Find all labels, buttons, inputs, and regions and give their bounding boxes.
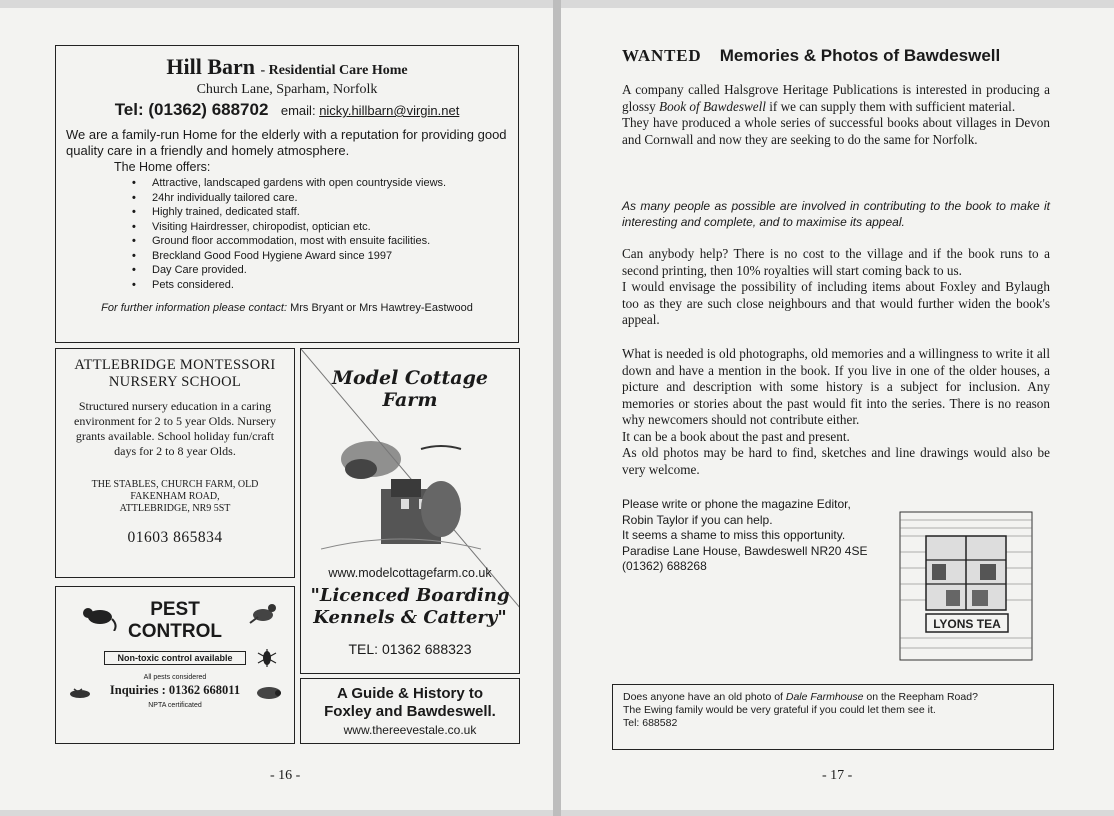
- pest-title-line1: PEST: [150, 599, 200, 620]
- list-item: • Pets considered.: [152, 278, 508, 293]
- page-title: [622, 46, 1000, 66]
- pest-inquiries: Inquiries : 01362 668011: [109, 683, 241, 697]
- hill-barn-advert: [55, 45, 519, 343]
- address-line: THE STABLES, CHURCH FARM, OLD: [91, 479, 259, 490]
- guide-title-line2: Foxley and Bawdeswell.: [324, 703, 496, 720]
- farm-tagline-line1: "Licenced Boarding: [310, 585, 510, 606]
- farmhouse-line3: Tel: 688582: [623, 717, 678, 729]
- paragraph: It can be a book about the past and present.: [622, 428, 850, 444]
- montessori-body: Structured nursery education in a caring environment for 2 to 5 year Olds. Nursery grants available. School holiday fun/craft days for 2 to 8 year Olds.: [74, 399, 276, 458]
- address-line: ATTLEBRIDGE, NR9 5ST: [119, 503, 231, 514]
- farm-tagline-line2: Kennels & Cattery": [313, 607, 507, 628]
- heading-title: Memories & Photos of Bawdeswell: [719, 46, 1001, 65]
- hill-barn-offers-heading: The Home offers:: [114, 160, 211, 174]
- editor-contact: [622, 497, 867, 575]
- guide-website[interactable]: www.thereevestale.co.uk: [343, 723, 477, 737]
- montessori-title-line1: ATTLEBRIDGE MONTESSORI: [74, 357, 276, 373]
- paragraph: As old photos may be hard to find, sketches and line drawings would also be very welcome.: [622, 445, 1050, 477]
- farm-tel: TEL: 01362 688323: [348, 641, 472, 657]
- hill-barn-subtitle: - Residential Care Home: [260, 63, 408, 78]
- farmhouse-line2: The Ewing family would be very grateful if you could let them see it.: [623, 704, 936, 716]
- farmhouse-line1: [623, 691, 1043, 704]
- text-span: A company called Halsgrove Heritage Publications is interested in producing a glossy: [622, 82, 1050, 114]
- book-title: Book of Bawdeswell: [659, 98, 766, 114]
- address-line: FAKENHAM ROAD,: [130, 491, 220, 502]
- contact-line: Paradise Lane House, Bawdeswell NR20 4SE: [622, 543, 868, 558]
- mole-icon: [254, 683, 284, 701]
- article-intro: [622, 82, 1050, 148]
- farm-name: Model Cottage Farm: [332, 367, 488, 411]
- article-italic-note: As many people as possible are involved in contributing to the book to make it interesting and complete, and to maximise its appeal.: [622, 199, 1050, 229]
- text-span: Does anyone have an old photo of: [623, 691, 786, 703]
- paragraph: Can anybody help? There is no cost to the village and if the book runs to a second printing, then 10% royalties will start coming back to us.: [622, 246, 1050, 278]
- article-help: [622, 246, 1050, 329]
- wasp-icon: [66, 685, 94, 701]
- guide-advert: [300, 678, 520, 744]
- shop-front-sketch: [896, 508, 1036, 664]
- pest-npta: NPTA certificated: [148, 702, 202, 709]
- paragraph: [622, 82, 1050, 115]
- hill-barn-contact-names: Mrs Bryant or Mrs Hawtrey-Eastwood: [290, 302, 473, 314]
- page-number-right: - 17 -: [822, 768, 853, 783]
- insect-icon: [256, 647, 278, 669]
- hill-barn-tel: Tel: (01362) 688702: [114, 100, 269, 119]
- hill-barn-email-label: email:: [280, 103, 316, 118]
- article-needs: [622, 346, 1050, 478]
- text-span: if we can supply them with sufficient material.: [765, 98, 1016, 114]
- hill-barn-contact-label: For further information please contact:: [101, 302, 288, 314]
- paragraph: I would envisage the possibility of including items about Foxley and Bylaugh too as they are such close neighbours and that would further widen the book's appeal.: [622, 279, 1050, 327]
- montessori-phone: 01603 865834: [127, 529, 223, 546]
- hill-barn-offers-list: [152, 176, 508, 292]
- contact-line: (01362) 688268: [622, 559, 707, 573]
- montessori-title-line2: NURSERY SCHOOL: [108, 374, 242, 390]
- list-item: • Ground floor accommodation, most with ensuite facilities.: [152, 234, 508, 249]
- guide-title-line1: A Guide & History to: [336, 685, 484, 702]
- contact-line: It seems a shame to miss this opportunity.: [622, 528, 846, 542]
- montessori-address: [66, 479, 284, 515]
- farmhouse-notice: [612, 684, 1054, 750]
- text-span: on the Reepham Road?: [863, 691, 978, 703]
- list-item: • 24hr individually tailored care.: [152, 191, 508, 206]
- book-spine: [553, 0, 561, 816]
- hill-barn-address: Church Lane, Sparham, Norfolk: [196, 82, 378, 97]
- contact-line: Robin Taylor if you can help.: [622, 512, 773, 527]
- rat-icon: [78, 601, 118, 631]
- heading-wanted: WANTED: [622, 46, 702, 65]
- list-item: • Visiting Hairdresser, chiropodist, optician etc.: [152, 220, 508, 235]
- farm-advert: [300, 348, 520, 674]
- list-item: • Breckland Good Food Hygiene Award since 1997: [152, 249, 508, 264]
- paragraph: They have produced a whole series of successful books about villages in Devon and Cornwall and now they are seeking to do the same for Norfolk.: [622, 115, 1050, 147]
- list-item: • Attractive, landscaped gardens with open countryside views.: [152, 176, 508, 191]
- hill-barn-email-link[interactable]: nicky.hillbarn@virgin.net: [319, 103, 460, 118]
- farm-photo: [321, 419, 481, 559]
- farmhouse-name: Dale Farmhouse: [785, 691, 864, 703]
- page-number-left: - 16 -: [270, 768, 301, 783]
- paragraph: What is needed is old photographs, old memories and a willingness to write it all down and have a mention in the book. If you live in one of the older houses, a picture and description with some history is a subject for inclusion. Any memories or stories about the past would fit into the series. There is no reason why newcomers should not contribute either.: [622, 346, 1050, 427]
- bird-icon: [246, 599, 280, 629]
- list-item: • Day Care provided.: [152, 263, 508, 278]
- pest-non-toxic-badge: Non-toxic control available: [104, 651, 245, 665]
- hill-barn-name: Hill Barn: [166, 54, 255, 79]
- pest-all-pests: All pests considered: [143, 674, 207, 681]
- pest-control-advert: [55, 586, 295, 744]
- hill-barn-intro: We are a family-run Home for the elderly with a reputation for providing good quality care in a friendly and homely atmosphere.: [66, 127, 507, 158]
- contact-line: Please write or phone the magazine Editor,: [622, 497, 851, 511]
- list-item: • Highly trained, dedicated staff.: [152, 205, 508, 220]
- farm-website[interactable]: www.modelcottagefarm.co.uk: [328, 566, 492, 580]
- pest-title-line2: CONTROL: [128, 621, 222, 642]
- shop-sign: LYONS TEA: [933, 617, 1001, 631]
- montessori-advert: [55, 348, 295, 578]
